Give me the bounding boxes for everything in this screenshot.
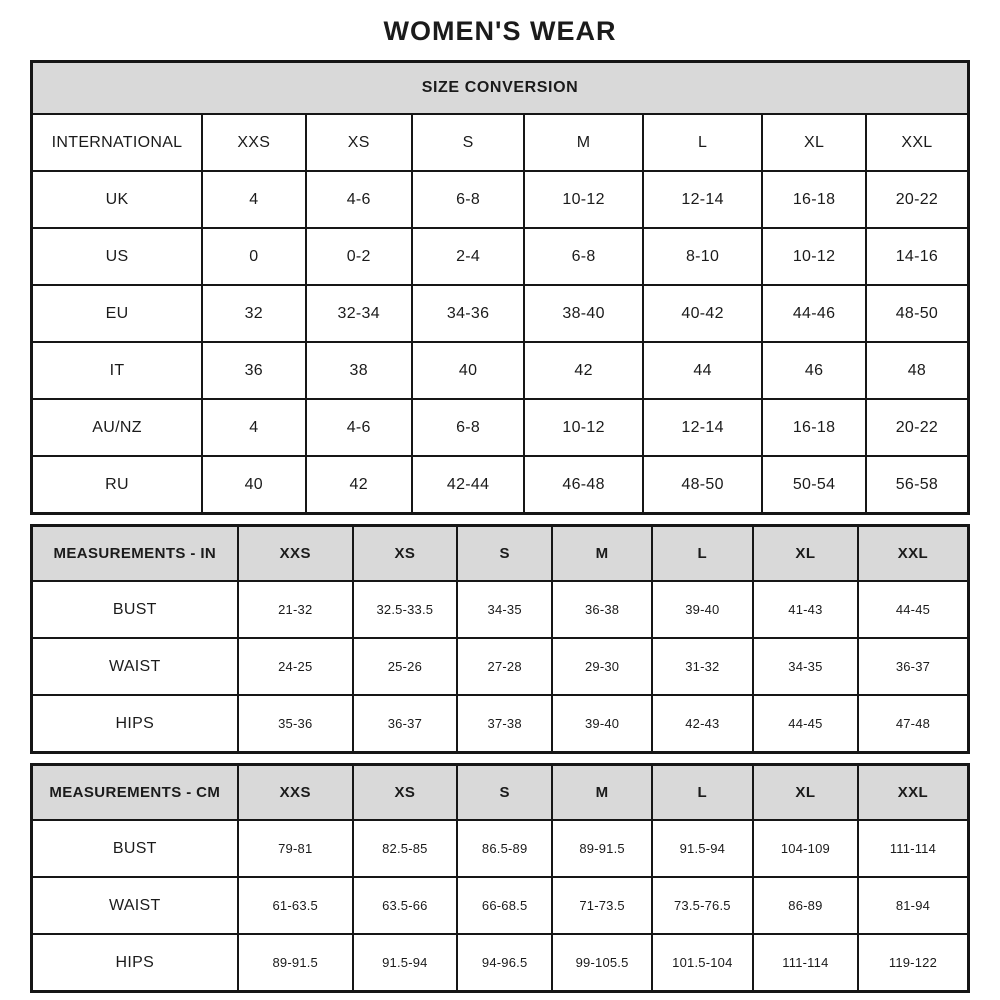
table-row <box>32 877 969 934</box>
size-header-cell: XL <box>753 526 858 582</box>
size-header-cell: L <box>643 114 762 171</box>
size-value-cell: 44 <box>643 342 762 399</box>
size-value-cell: 61-63.5 <box>238 877 353 934</box>
size-header-cell: S <box>412 114 524 171</box>
size-value-cell: 86.5-89 <box>457 820 553 877</box>
size-header-cell: XXS <box>238 526 353 582</box>
size-value-cell: 21-32 <box>238 581 353 638</box>
size-value-cell: 44-45 <box>753 695 858 753</box>
size-value-cell: 39-40 <box>652 581 753 638</box>
size-conversion-table <box>30 60 970 515</box>
row-label: WAIST <box>32 638 238 695</box>
size-header-cell: XXL <box>858 526 969 582</box>
size-value-cell: 48-50 <box>643 456 762 514</box>
size-value-cell: 8-10 <box>643 228 762 285</box>
size-value-cell: 111-114 <box>753 934 858 992</box>
size-value-cell: 20-22 <box>866 171 969 228</box>
size-value-cell: 36-37 <box>858 638 969 695</box>
size-header-row <box>32 114 969 171</box>
size-value-cell: 32.5-33.5 <box>353 581 457 638</box>
size-value-cell: 4 <box>202 171 306 228</box>
measurements-in-header-row <box>32 526 969 582</box>
size-value-cell: 34-35 <box>457 581 553 638</box>
size-value-cell: 36-37 <box>353 695 457 753</box>
size-value-cell: 38 <box>306 342 412 399</box>
table-row <box>32 820 969 877</box>
size-value-cell: 29-30 <box>552 638 651 695</box>
size-value-cell: 66-68.5 <box>457 877 553 934</box>
measurements-cm-table <box>30 763 970 993</box>
size-value-cell: 25-26 <box>353 638 457 695</box>
size-value-cell: 12-14 <box>643 171 762 228</box>
size-value-cell: 40-42 <box>643 285 762 342</box>
size-value-cell: 71-73.5 <box>552 877 651 934</box>
table-row <box>32 228 969 285</box>
size-value-cell: 56-58 <box>866 456 969 514</box>
size-value-cell: 42-43 <box>652 695 753 753</box>
size-header-cell: XL <box>762 114 866 171</box>
size-header-cell: XS <box>306 114 412 171</box>
size-header-cell: L <box>652 765 753 821</box>
size-value-cell: 46 <box>762 342 866 399</box>
table-row <box>32 456 969 514</box>
size-value-cell: 86-89 <box>753 877 858 934</box>
size-value-cell: 6-8 <box>412 171 524 228</box>
size-value-cell: 27-28 <box>457 638 553 695</box>
size-header-cell: S <box>457 765 553 821</box>
size-value-cell: 47-48 <box>858 695 969 753</box>
size-value-cell: 42-44 <box>412 456 524 514</box>
size-value-cell: 6-8 <box>412 399 524 456</box>
size-value-cell: 119-122 <box>858 934 969 992</box>
size-value-cell: 34-35 <box>753 638 858 695</box>
size-value-cell: 40 <box>202 456 306 514</box>
table-row <box>32 285 969 342</box>
size-value-cell: 38-40 <box>524 285 643 342</box>
size-value-cell: 79-81 <box>238 820 353 877</box>
table-row <box>32 342 969 399</box>
size-header-cell: XXL <box>866 114 969 171</box>
page-title: WOMEN'S WEAR <box>383 16 617 46</box>
size-value-cell: 40 <box>412 342 524 399</box>
table-row <box>32 171 969 228</box>
table-row <box>32 638 969 695</box>
size-header-cell: XXS <box>202 114 306 171</box>
size-value-cell: 111-114 <box>858 820 969 877</box>
measurements-cm-title: MEASUREMENTS - CM <box>32 765 238 821</box>
size-header-cell: XS <box>353 765 457 821</box>
size-value-cell: 12-14 <box>643 399 762 456</box>
measurements-in-body <box>32 581 969 753</box>
row-label: US <box>32 228 203 285</box>
size-value-cell: 99-105.5 <box>552 934 651 992</box>
measurements-in-title: MEASUREMENTS - IN <box>32 526 238 582</box>
table-banner-row <box>32 62 969 115</box>
size-value-cell: 73.5-76.5 <box>652 877 753 934</box>
size-value-cell: 89-91.5 <box>552 820 651 877</box>
size-value-cell: 4-6 <box>306 171 412 228</box>
row-label: UK <box>32 171 203 228</box>
size-value-cell: 34-36 <box>412 285 524 342</box>
size-value-cell: 35-36 <box>238 695 353 753</box>
size-value-cell: 2-4 <box>412 228 524 285</box>
measurements-cm-header-row <box>32 765 969 821</box>
row-label: IT <box>32 342 203 399</box>
size-value-cell: 91.5-94 <box>353 934 457 992</box>
size-value-cell: 44-45 <box>858 581 969 638</box>
size-value-cell: 31-32 <box>652 638 753 695</box>
measurements-in-table <box>30 524 970 754</box>
size-header-cell: XS <box>353 526 457 582</box>
row-label: RU <box>32 456 203 514</box>
size-value-cell: 41-43 <box>753 581 858 638</box>
size-value-cell: 42 <box>524 342 643 399</box>
size-header-cell: XXL <box>858 765 969 821</box>
size-conversion-title: SIZE CONVERSION <box>32 62 969 115</box>
size-value-cell: 4-6 <box>306 399 412 456</box>
size-value-cell: 81-94 <box>858 877 969 934</box>
row-label: EU <box>32 285 203 342</box>
row-label: WAIST <box>32 877 238 934</box>
size-value-cell: 20-22 <box>866 399 969 456</box>
row-label: BUST <box>32 581 238 638</box>
size-value-cell: 89-91.5 <box>238 934 353 992</box>
international-header-cell: INTERNATIONAL <box>32 114 203 171</box>
size-value-cell: 48 <box>866 342 969 399</box>
size-value-cell: 94-96.5 <box>457 934 553 992</box>
size-value-cell: 32 <box>202 285 306 342</box>
size-value-cell: 14-16 <box>866 228 969 285</box>
size-header-cell: XL <box>753 765 858 821</box>
table-row <box>32 695 969 753</box>
table-row <box>32 581 969 638</box>
size-value-cell: 42 <box>306 456 412 514</box>
size-header-cell: M <box>552 765 651 821</box>
row-label: HIPS <box>32 695 238 753</box>
size-value-cell: 24-25 <box>238 638 353 695</box>
size-header-cell: L <box>652 526 753 582</box>
size-value-cell: 32-34 <box>306 285 412 342</box>
size-value-cell: 50-54 <box>762 456 866 514</box>
size-value-cell: 16-18 <box>762 399 866 456</box>
size-value-cell: 10-12 <box>524 171 643 228</box>
size-value-cell: 48-50 <box>866 285 969 342</box>
size-value-cell: 10-12 <box>762 228 866 285</box>
size-value-cell: 6-8 <box>524 228 643 285</box>
size-value-cell: 36 <box>202 342 306 399</box>
size-value-cell: 63.5-66 <box>353 877 457 934</box>
size-conversion-body <box>32 171 969 514</box>
size-value-cell: 91.5-94 <box>652 820 753 877</box>
size-value-cell: 46-48 <box>524 456 643 514</box>
size-value-cell: 0-2 <box>306 228 412 285</box>
table-row <box>32 399 969 456</box>
row-label: AU/NZ <box>32 399 203 456</box>
table-row <box>32 934 969 992</box>
size-value-cell: 16-18 <box>762 171 866 228</box>
size-header-cell: M <box>524 114 643 171</box>
size-value-cell: 101.5-104 <box>652 934 753 992</box>
size-value-cell: 36-38 <box>552 581 651 638</box>
size-value-cell: 39-40 <box>552 695 651 753</box>
size-value-cell: 82.5-85 <box>353 820 457 877</box>
size-value-cell: 44-46 <box>762 285 866 342</box>
measurements-cm-body <box>32 820 969 992</box>
row-label: HIPS <box>32 934 238 992</box>
size-value-cell: 10-12 <box>524 399 643 456</box>
size-header-cell: XXS <box>238 765 353 821</box>
size-value-cell: 37-38 <box>457 695 553 753</box>
size-value-cell: 0 <box>202 228 306 285</box>
size-value-cell: 4 <box>202 399 306 456</box>
size-value-cell: 104-109 <box>753 820 858 877</box>
size-header-cell: M <box>552 526 651 582</box>
row-label: BUST <box>32 820 238 877</box>
size-header-cell: S <box>457 526 553 582</box>
